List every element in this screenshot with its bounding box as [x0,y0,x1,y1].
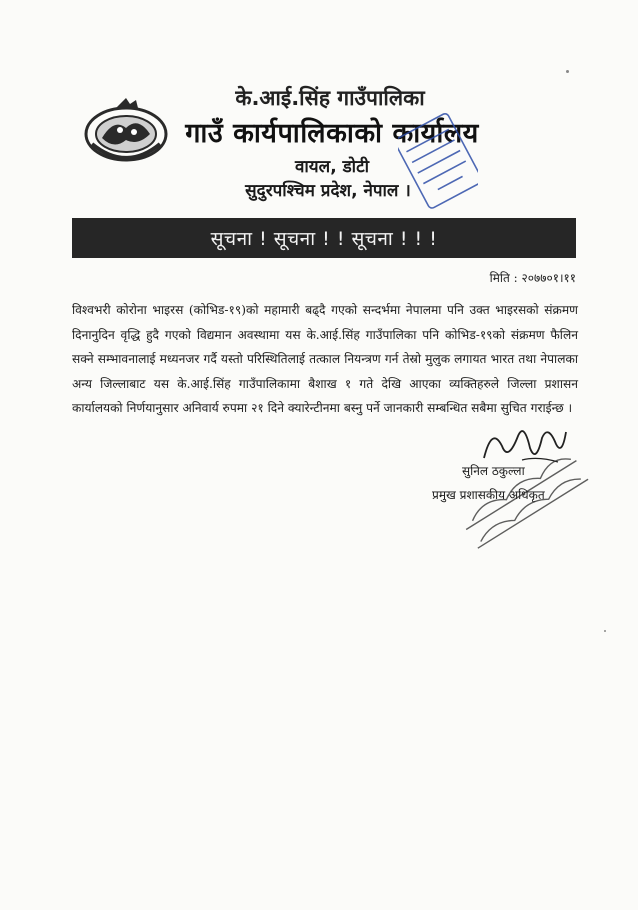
municipality-name: के.आई.सिंह गाउँपालिका [235,86,425,110]
office-province: सुदुरपश्चिम प्रदेश, नेपाल । [245,181,411,201]
paper-speck [604,630,606,632]
notice-banner: सूचना ! सूचना ! ! सूचना ! ! ! [72,218,576,258]
notice-body: विश्वभरी कोरोना भाइरस (कोभिड-१९)को महामारी बढ्दै गएको सन्दर्भमा नेपालमा पनि उक्त भाइरसको संक्रमण दिनानुदिन वृद्धि हुदै गएको विद्यमान अवस्थामा यस के.आई.सिंह गाउँपालिका पनि कोभिड-१९को संक्रमण फैलिन सक्ने सम्भावनालाई मध्यनजर गर्दै यस्तो परिस्थितिलाई तत्काल नियन्त्रण गर्न तेस्रो मुलुक लगायत भारत तथा नेपालका अन्य जिल्लाबाट यस के.आई.सिंह गाउँपालिकामा बैशाख १ गते देखि आएका व्यक्तिहरुले जिल्ला प्रशासन कार्यालयको निर्णयानुसार अनिवार्य रुपमा २१ दिने क्यारेन्टीनमा बस्नु पर्ने जानकारी सम्बन्धित सबैमा सुचित गराईन्छ । [72,303,578,416]
signer-title: प्रमुख प्रशासकीय अधिकृत [432,488,545,502]
paper-speck [566,70,569,73]
signer-name: सुनिल ठकुल्ला [462,464,525,478]
office-seal-stamp [398,108,478,212]
officer-name-stamp [450,446,600,556]
office-name: गाउँ कार्यपालिकाको कार्यालय [185,118,479,149]
office-location: वायल, डोटी [294,157,370,177]
nepal-emblem-icon [80,94,172,170]
notice-date: मिति : २०७७०१।११ [489,271,576,285]
